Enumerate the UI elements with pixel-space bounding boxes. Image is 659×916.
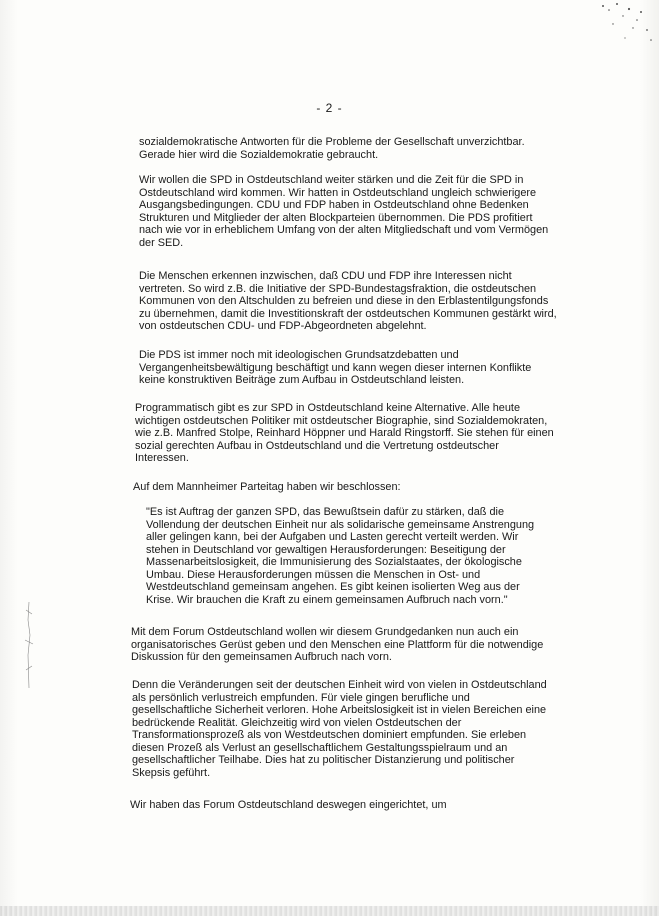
text-line: stehen in Deutschland vor gewaltigen Herausforderungen: Beseitigung der [146, 543, 506, 556]
text-line: zu übernehmen, damit die Investitionskraft der ostdeutschen Kommunen gestärkt wird, [139, 307, 557, 320]
text-line: der SED. [139, 236, 184, 249]
text-line: Interessen. [135, 452, 189, 464]
text-line: Kommunen von den Altschulden zu befreien und diese in den Erblastentilgungsfonds [139, 295, 549, 307]
text-line: aller gelingen kann, bei der Aufgaben und Lasten gerecht verteilt werden. Wir [146, 531, 519, 543]
text-line: Umbau. Diese Herausforderungen müssen die Menschen in Ost- und [146, 568, 481, 581]
text-line: Programmatisch gibt es zur SPD in Ostdeutschland keine Alternative. Alle heute [135, 402, 521, 414]
text-line: sozialdemokratische Antworten für die Probleme der Gesellschaft unverzichtbar. [139, 136, 525, 148]
paragraph-5 [135, 402, 554, 465]
text-line: gesellschaftlicher Teilhabe. Dies hat zu politischer Distanzierung und politischer [132, 754, 515, 766]
text-line: Wir haben das Forum Ostdeutschland deswegen eingerichtet, um [130, 799, 447, 811]
text-line: Vollendung der deutschen Einheit nur als solidarische gemeinsame Anstrengung [146, 518, 535, 531]
paragraph-8 [132, 679, 547, 779]
text-line: Ausgangsbedingungen. CDU und FDP haben in Ostdeutschland ohne Bedenken [139, 199, 529, 211]
text-line: Ostdeutschland wird kommen. Wir hatten in Ostdeutschland ungleich schwierigere [139, 186, 537, 199]
paragraph-2 [139, 174, 548, 249]
text-line: Gerade hier wird die Sozialdemokratie gebraucht. [139, 148, 379, 161]
paragraph-6 [133, 481, 401, 494]
scan-artifact-corner [589, 0, 659, 60]
paragraph-9 [130, 799, 447, 812]
text-line: Krise. Wir brauchen die Kraft zu einem gemeinsamen Aufbruch nach vorn." [146, 593, 508, 606]
text-line: vertreten. So wird z.B. die Initiative der SPD-Bundestagsfraktion, die ostdeutschen [139, 282, 537, 295]
text-line: sozial gerechten Aufbau in Ostdeutschland und die Vertretung ostdeutscher [135, 439, 499, 452]
page-number: - 2 - [316, 101, 343, 115]
paragraph-4 [139, 349, 531, 387]
text-line: "Es ist Auftrag der ganzen SPD, das Bewußtsein dafür zu stärken, daß die [146, 506, 504, 518]
text-line: Diskussion für den gemeinsamen Aufbruch nach vorn. [131, 651, 392, 663]
quote-block [146, 506, 534, 606]
text-line: Die PDS ist immer noch mit ideologischen Grundsatzdebatten und [139, 349, 459, 361]
text-line: Skepsis geführt. [132, 766, 211, 779]
text-line: Mit dem Forum Ostdeutschland wollen wir diesem Grundgedanken nun auch ein [131, 626, 519, 638]
text-line: Vergangenheitsbewältigung beschäftigt und kann wegen dieser internen Konflikte [139, 361, 532, 374]
paragraph-7 [131, 626, 543, 664]
text-line: Massenarbeitslosigkeit, die Immunisierung des Sozialstaates, der ökologische [146, 556, 522, 568]
text-line: keine konstruktiven Beiträge zum Aufbau in Ostdeutschland leisten. [139, 374, 465, 386]
text-line: Denn die Veränderungen seit der deutschen Einheit wird von vielen in Ostdeutschland [132, 679, 547, 691]
text-line: wichtigen ostdeutschen Politiker mit ostdeutscher Biographie, sind Sozialdemokraten, [135, 414, 548, 427]
text-line: Wir wollen die SPD in Ostdeutschland weiter stärken und die Zeit für die SPD in [139, 174, 524, 186]
scan-artifact-margin [22, 600, 36, 690]
text-line: Westdeutschland gemeinsam angehen. Es gibt keinen isolierten Weg aus der [146, 581, 520, 593]
text-line: wie z.B. Manfred Stolpe, Reinhard Höppner und Harald Ringstorff. Sie stehen für einen [135, 427, 554, 439]
text-line: Strukturen und Mitglieder der alten Blockparteien übernommen. Die PDS profitiert [139, 211, 533, 224]
scan-artifact-bottom [0, 906, 659, 916]
text-line: Transformationsprozeß als von Westdeutschen dominiert empfunden. Sie erleben [132, 729, 527, 741]
text-line: gesellschaftliche Sicherheit verloren. Hohe Arbeitslosigkeit ist in vielen Bereichen eine [132, 704, 547, 716]
text-line: nach wie vor in erheblichem Umfang von der alten Mitgliedschaft und vom Vermögen [139, 224, 549, 236]
paragraph-1 [139, 136, 525, 161]
text-line: bedrückende Realität. Gleichzeitig wird von vielen Ostdeutschen der [132, 716, 462, 729]
text-line: von ostdeutschen CDU- und FDP-Abgeordneten abgelehnt. [139, 320, 427, 332]
paragraph-3 [139, 270, 557, 333]
text-line: als persönlich verlustreich empfunden. Für viele gingen berufliche und [132, 691, 470, 704]
text-line: organisatorisches Gerüst geben und den Menschen eine Plattform für die notwendige [131, 638, 544, 651]
text-line: diesen Prozeß als Verlust an gesellschaftlichem Gestaltungsspielraum und an [132, 741, 508, 754]
text-line: Auf dem Mannheimer Parteitag haben wir beschlossen: [133, 481, 401, 493]
text-line: Die Menschen erkennen inzwischen, daß CDU und FDP ihre Interessen nicht [139, 270, 512, 282]
